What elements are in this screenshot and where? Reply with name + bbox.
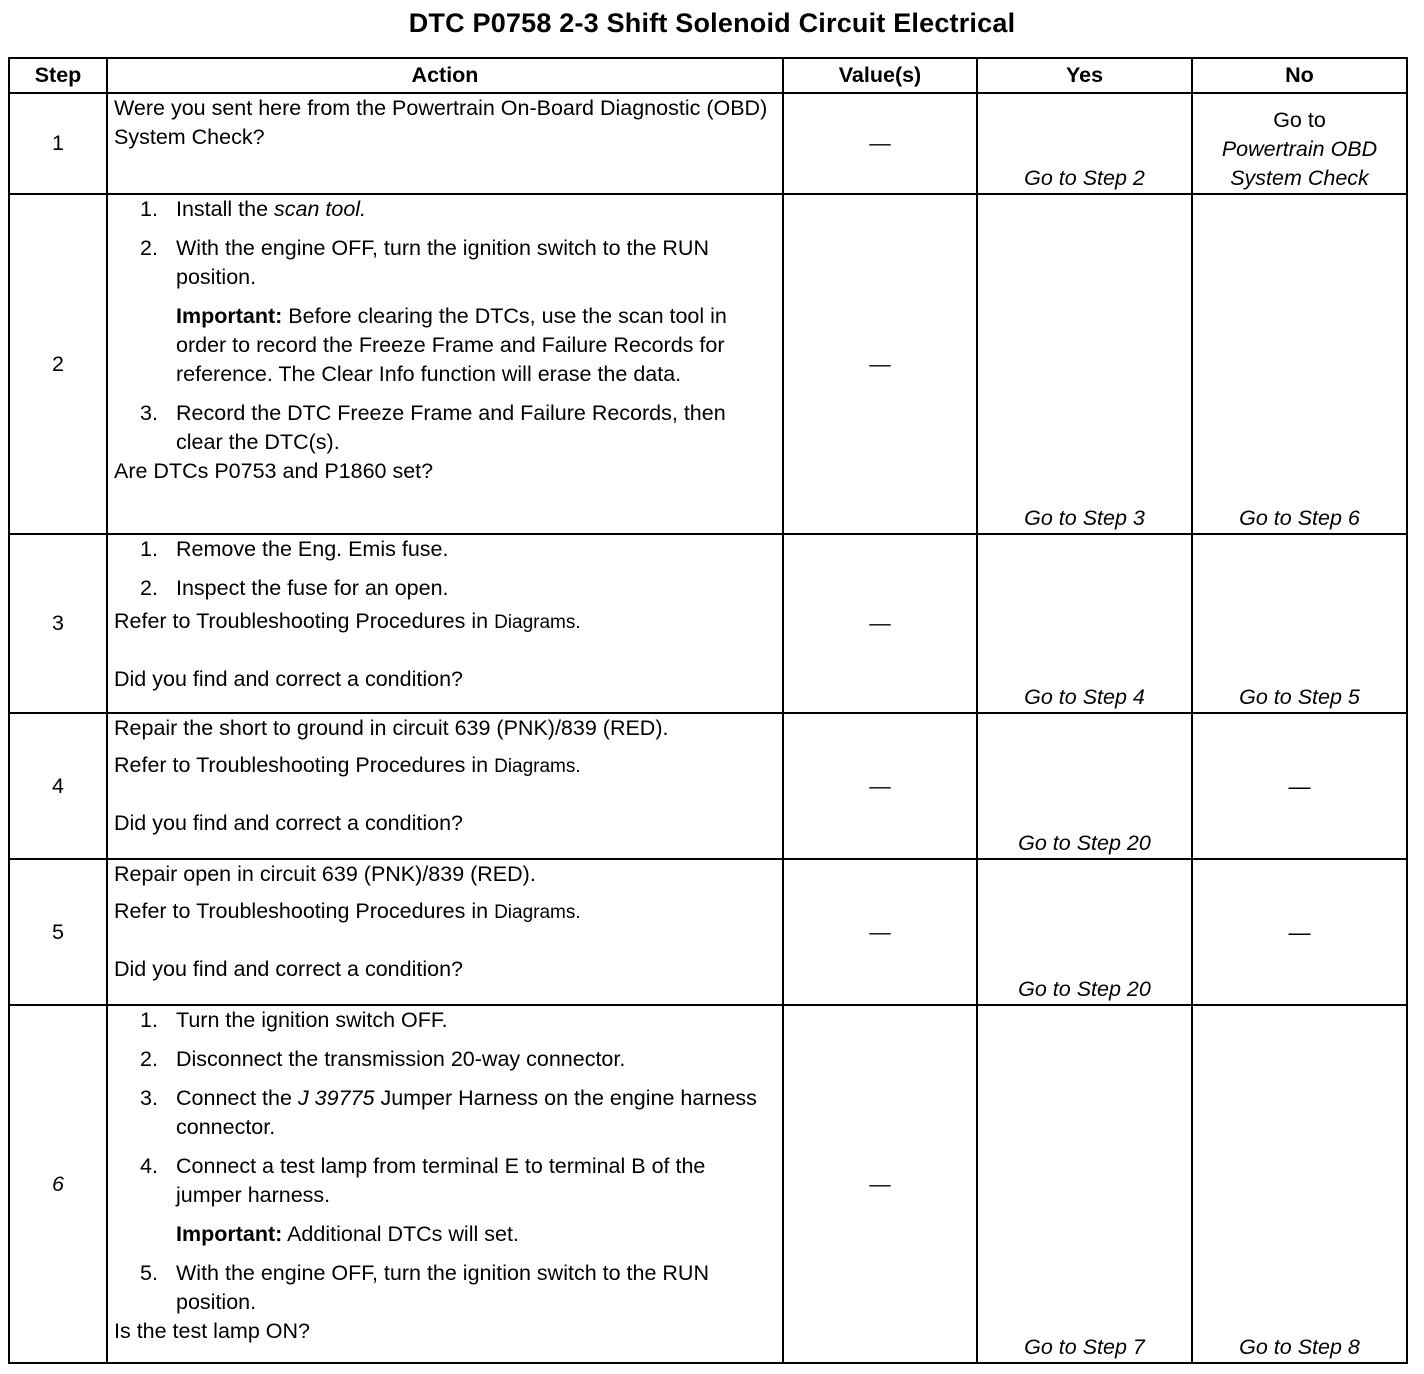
yes-cell: Go to Step 4 — [977, 534, 1192, 713]
action-cell — [107, 93, 783, 194]
no-cell: Go to Step 6 — [1192, 194, 1407, 534]
list-item: 2. Disconnect the transmission 20-way connector. — [140, 1047, 626, 1071]
value-cell: — — [783, 93, 977, 194]
header-no: No — [1192, 58, 1407, 93]
refer-text: Refer to Troubleshooting Procedures in Diagrams. — [114, 899, 581, 923]
action-cell — [107, 1005, 783, 1363]
no-link: System Check — [1230, 166, 1369, 190]
no-cell — [1192, 93, 1407, 194]
list-item: 5. With the engine OFF, turn the ignition switch to the RUN position. — [140, 1261, 709, 1314]
instruction-list — [114, 1006, 776, 1210]
action-cell — [107, 713, 783, 859]
table-row — [9, 534, 1407, 713]
action-text: Repair open in circuit 639 (PNK)/839 (RED). — [114, 862, 536, 886]
important-note: Important: Before clearing the DTCs, use the scan tool in order to record the Freeze Frame and Failure Records for reference. The Clear Info function will erase the data. — [176, 304, 727, 386]
table-row — [9, 859, 1407, 1005]
table-row — [9, 93, 1407, 194]
header-action: Action — [107, 58, 783, 93]
step-number: 4 — [9, 713, 107, 859]
no-cell: — — [1192, 859, 1407, 1005]
list-item: 1. Remove the Eng. Emis fuse. — [140, 537, 449, 561]
question: Did you find and correct a condition? — [114, 957, 463, 981]
page-title: DTC P0758 2-3 Shift Solenoid Circuit Electrical — [408, 8, 1016, 38]
question: Did you find and correct a condition? — [114, 811, 463, 835]
instruction-list — [114, 399, 776, 457]
list-item: 3. Record the DTC Freeze Frame and Failure Records, then clear the DTC(s). — [140, 401, 726, 454]
header-yes: Yes — [977, 58, 1192, 93]
important-note: Important: Additional DTCs will set. — [176, 1222, 519, 1246]
step-number: 5 — [9, 859, 107, 1005]
no-link: Powertrain OBD — [1221, 137, 1378, 161]
yes-cell: Go to Step 3 — [977, 194, 1192, 534]
header-step: Step — [9, 58, 107, 93]
yes-cell: Go to Step 2 — [977, 93, 1192, 194]
step-number: 3 — [9, 534, 107, 713]
question: Are DTCs P0753 and P1860 set? — [114, 459, 434, 483]
action-cell — [107, 859, 783, 1005]
yes-cell: Go to Step 7 — [977, 1005, 1192, 1363]
action-cell — [107, 534, 783, 713]
step-number: 6 — [9, 1005, 107, 1363]
refer-text: Refer to Troubleshooting Procedures in Diagrams. — [114, 609, 581, 633]
question: Is the test lamp ON? — [114, 1319, 310, 1343]
instruction-list — [114, 1259, 776, 1317]
yes-cell: Go to Step 20 — [977, 713, 1192, 859]
value-cell: — — [783, 1005, 977, 1363]
no-cell: — — [1192, 713, 1407, 859]
list-item: 2. Inspect the fuse for an open. — [140, 576, 449, 600]
table-row — [9, 1005, 1407, 1363]
step-number: 2 — [9, 194, 107, 534]
refer-text: Refer to Troubleshooting Procedures in Diagrams. — [114, 753, 581, 777]
value-cell: — — [783, 534, 977, 713]
no-cell: Go to Step 5 — [1192, 534, 1407, 713]
instruction-list — [114, 535, 776, 603]
table-row — [9, 194, 1407, 534]
list-item: 3. Connect the J 39775 Jumper Harness on the engine harness connector. — [140, 1086, 757, 1139]
list-item: 2. With the engine OFF, turn the ignition switch to the RUN position. — [140, 236, 709, 289]
yes-cell: Go to Step 20 — [977, 859, 1192, 1005]
value-cell: — — [783, 713, 977, 859]
value-cell: — — [783, 859, 977, 1005]
value-cell: — — [783, 194, 977, 534]
action-text: Were you sent here from the Powertrain On-Board Diagnostic (OBD) System Check? — [114, 96, 768, 149]
header-row — [9, 58, 1407, 93]
step-number: 1 — [9, 93, 107, 194]
no-cell: Go to Step 8 — [1192, 1005, 1407, 1363]
question: Did you find and correct a condition? — [114, 667, 463, 691]
table-row — [9, 713, 1407, 859]
list-item: 1. Install the scan tool. — [140, 197, 367, 221]
instruction-list — [114, 195, 776, 292]
action-cell — [107, 194, 783, 534]
action-text: Repair the short to ground in circuit 639 (PNK)/839 (RED). — [114, 716, 669, 740]
header-value: Value(s) — [783, 58, 977, 93]
diagnostic-table — [8, 57, 1408, 1364]
no-text: Go to — [1273, 108, 1326, 132]
list-item: 1. Turn the ignition switch OFF. — [140, 1008, 448, 1032]
list-item: 4. Connect a test lamp from terminal E to terminal B of the jumper harness. — [140, 1154, 706, 1207]
